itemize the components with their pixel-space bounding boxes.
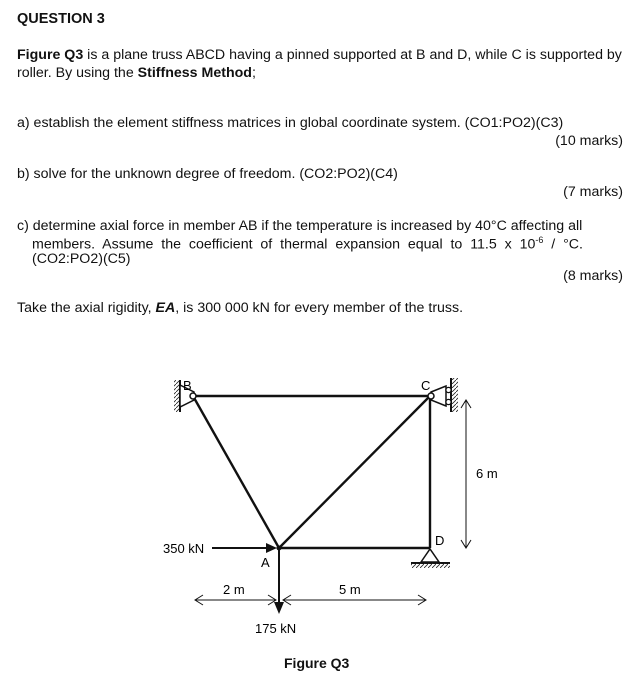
question-title: QUESTION 3 xyxy=(17,11,105,27)
part-c-marks: (8 marks) xyxy=(563,268,623,284)
dim-6m-label: 6 m xyxy=(476,466,498,481)
node-b-label: B xyxy=(183,378,192,393)
dim-5m-label: 5 m xyxy=(339,582,361,597)
load-350-arrowhead xyxy=(266,543,277,553)
figure-caption: Figure Q3 xyxy=(284,655,350,671)
part-b-text: b) solve for the unknown degree of freedom. (CO2:PO2)(C4) xyxy=(17,166,398,182)
part-b-marks: (7 marks) xyxy=(563,184,623,200)
support-d-pin xyxy=(411,549,450,568)
intro-end: ; xyxy=(251,65,256,81)
node-d-label: D xyxy=(435,533,445,548)
vertical-load-label: 175 kN xyxy=(255,621,297,636)
load-175-arrowhead xyxy=(274,602,284,614)
axial-symbol: EA xyxy=(155,300,176,316)
part-c-exponent: -6 xyxy=(535,235,544,245)
node-a-label: A xyxy=(261,555,270,570)
intro-method: Stiffness Method xyxy=(137,65,252,81)
member-ac xyxy=(279,396,430,548)
axial-pre: Take the axial rigidity, xyxy=(17,300,156,316)
dim-2m-label: 2 m xyxy=(223,582,245,597)
horizontal-load-label: 350 kN xyxy=(163,541,205,556)
part-a-marks: (10 marks) xyxy=(555,133,623,149)
intro-text: is a plane truss ABCD having a pinned supported at B and D, while C is supported by roller. By using the xyxy=(17,47,622,81)
member-ab xyxy=(193,396,279,548)
part-c-line2-post: / °C. xyxy=(543,236,583,253)
part-c-line1: c) determine axial force in member AB if the temperature is increased by 40°C affecting all xyxy=(17,218,583,234)
support-c-roller xyxy=(428,378,458,412)
joint-a xyxy=(277,546,282,551)
part-a-text: a) establish the element stiffness matrices in global coordinate system. (CO1:PO2)(C3) xyxy=(17,115,564,131)
axial-post: , is 300 000 kN for every member of the truss. xyxy=(175,300,464,316)
part-c-line2-pre: members. Assume the coefficient of thermal expansion equal to 11.5 x 10 xyxy=(32,236,536,253)
node-c-label: C xyxy=(421,378,431,393)
part-c-line3: (CO2:PO2)(C5) xyxy=(32,251,131,267)
intro-figure-ref: Figure Q3 xyxy=(17,47,84,63)
